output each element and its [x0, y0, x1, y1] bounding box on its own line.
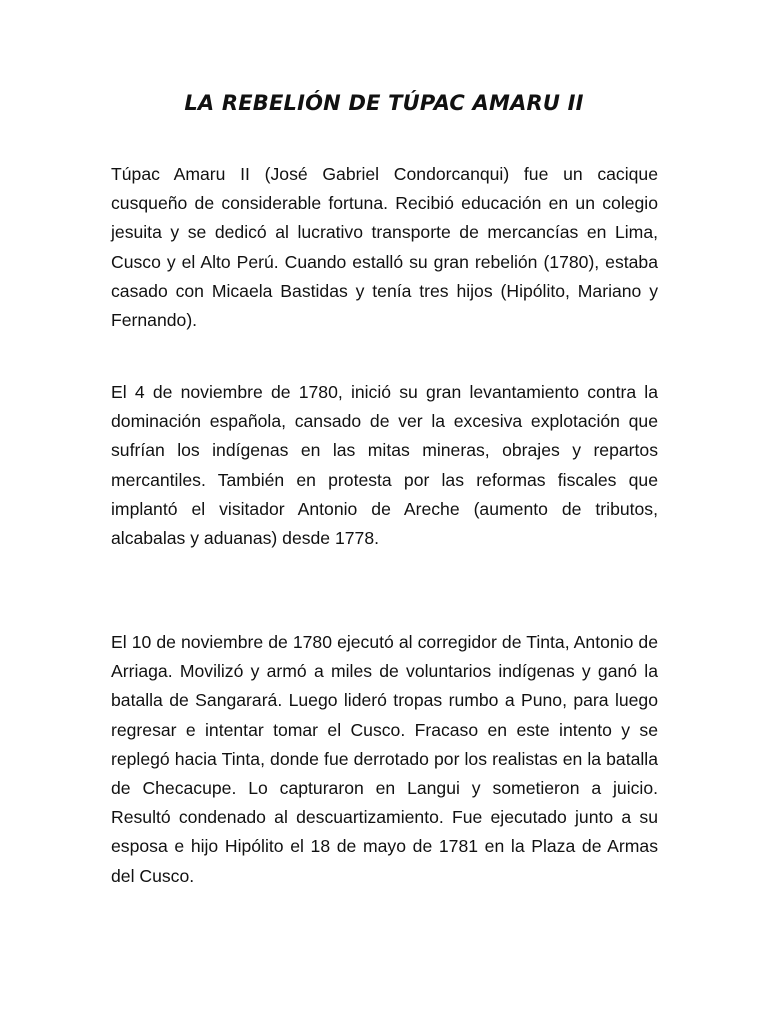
paragraph-uprising: El 4 de noviembre de 1780, inició su gran levantamiento contra la dominación española, cansado de ver la excesiva explotación que sufrían los indígenas en las mitas mineras, obrajes y repartos mercantiles. También en protesta por las reformas fiscales que implantó el visitador Antonio de Areche (aumento de tributos, alcabalas y aduanas) desde 1778. [111, 382, 658, 549]
document-title: LA REBELIÓN DE TÚPAC AMARU II [184, 91, 584, 115]
paragraph-intro: Túpac Amaru II (José Gabriel Condorcanqui) fue un cacique cusqueño de considerable fortuna. Recibió educación en un colegio jesuita y se dedicó al lucrativo transporte de mercancías en Lima, Cusco y el Alto Perú. Cuando estalló su gran rebelión (1780), estaba casado con Micaela Bastidas y tenía tres hijos (Hipólito, Mariano y Fernando). [111, 164, 658, 331]
paragraph-execution: El 10 de noviembre de 1780 ejecutó al corregidor de Tinta, Antonio de Arriaga. Movilizó y armó a miles de voluntarios indígenas y ganó la batalla de Sangarará. Luego lideró tropas rumbo a Puno, para luego regresar e intentar tomar el Cusco. Fracaso en este intento y se replegó hacia Tinta, donde fue derrotado por los realistas en la batalla de Checacupe. Lo capturaron en Langui y sometieron a juicio. Resultó condenado al descuartizamiento. Fue ejecutado junto a su esposa e hijo Hipólito el 18 de mayo de 1781 en la Plaza de Armas del Cusco. [111, 632, 658, 886]
